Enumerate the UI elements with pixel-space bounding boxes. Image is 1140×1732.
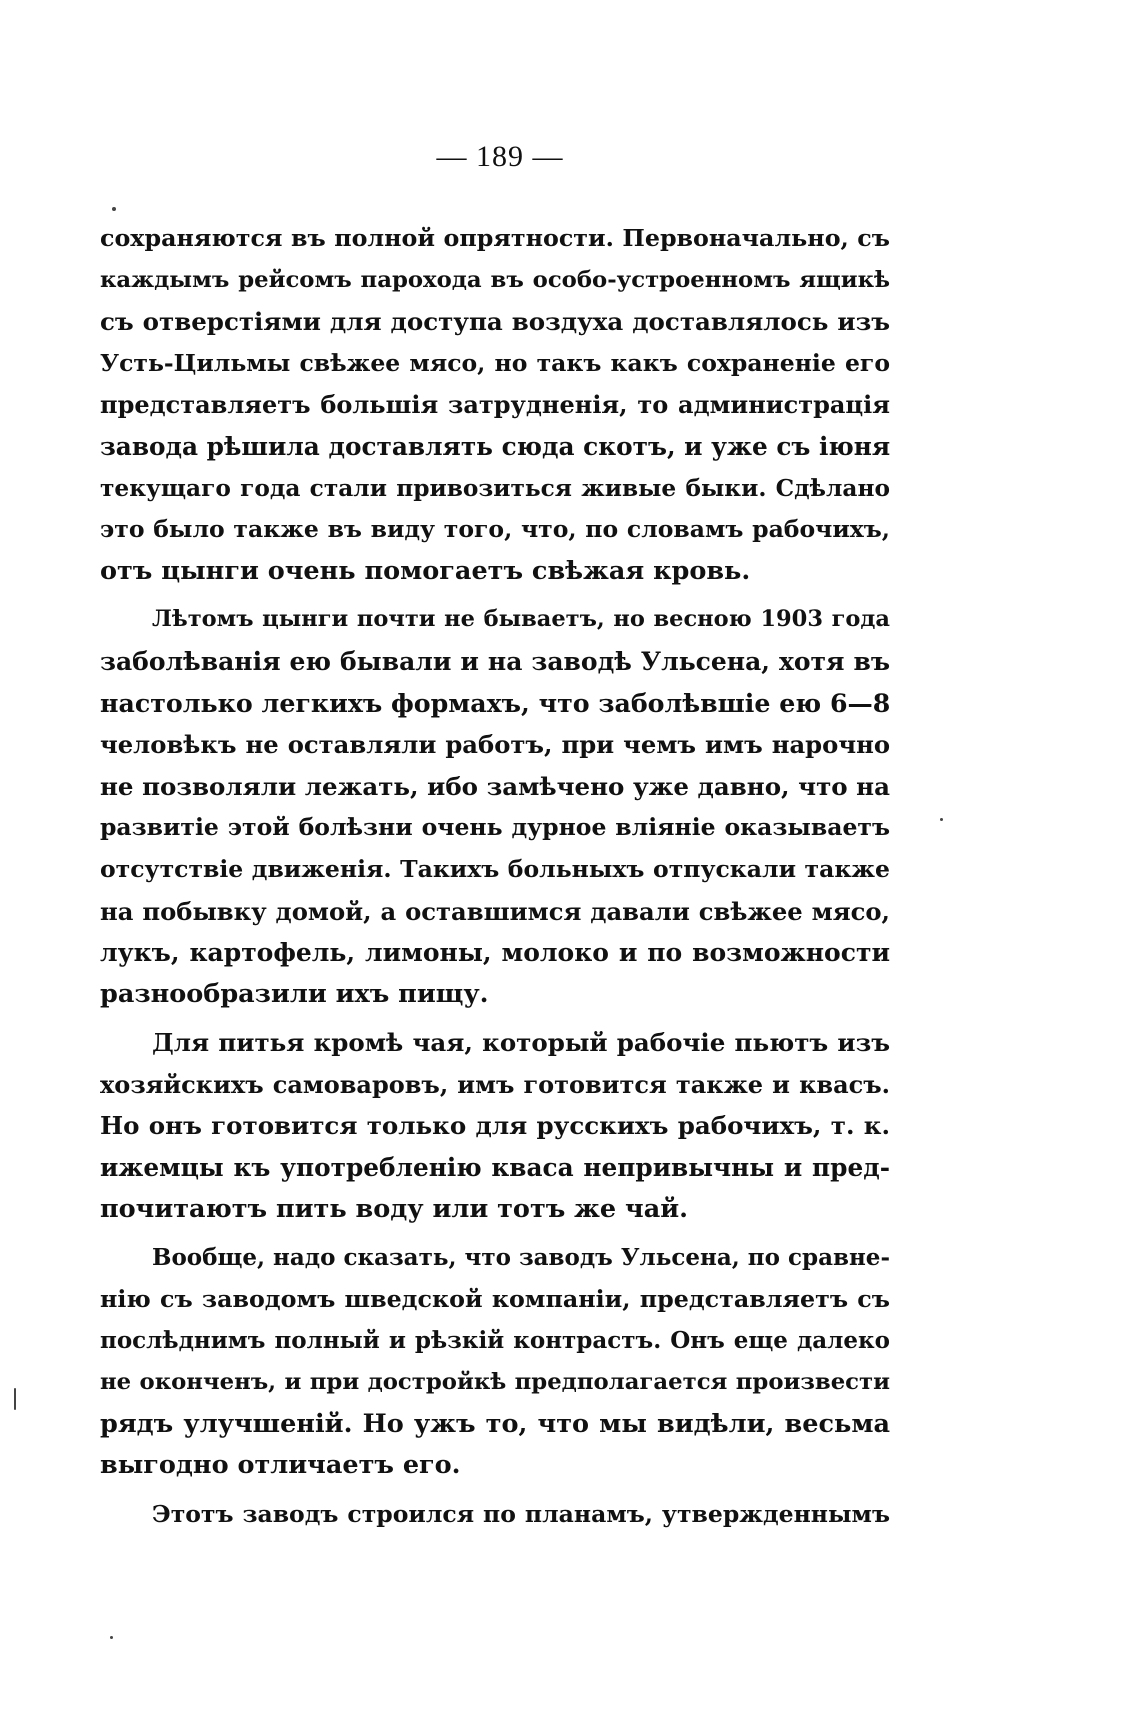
text-line: это было также въ виду того, что, по словамъ рабочихъ, — [100, 515, 890, 544]
text-line: каждымъ рейсомъ парохода въ особо-устроенномъ ящикѣ — [100, 266, 890, 293]
text-line: не оконченъ, и при достройкѣ предполагается произвести — [100, 1369, 890, 1396]
text-line: Для питья кромѣ чая, который рабочіе пьютъ изъ — [152, 1028, 890, 1058]
text-line: Усть-Цильмы свѣжее мясо, но такъ какъ сохраненіе его — [100, 348, 890, 377]
text-line: выгодно отличаетъ его. — [100, 1450, 461, 1481]
text-line: хозяйскихъ самоваровъ, имъ готовится также и квасъ. — [100, 1069, 890, 1099]
text-line: почитаютъ пить воду или тотъ же чай. — [100, 1193, 689, 1224]
page-number: — 189 — — [436, 140, 564, 173]
text-line: отсутствіе движенія. Такихъ больныхъ отпускали также — [100, 854, 890, 883]
paragraph — [100, 599, 890, 1015]
text-line: разнообразили ихъ пищу. — [100, 978, 489, 1009]
text-line: представляетъ большія затрудненія, то администрація — [100, 390, 890, 420]
text-line: настолько легкихъ формахъ, что заболѣвшіе ею 6—8 — [100, 687, 890, 718]
text-line: человѣкъ не оставляли работъ, при чемъ имъ нарочно — [100, 730, 890, 760]
text-line: Но онъ готовится только для русскихъ рабочихъ, т. к. — [100, 1111, 890, 1141]
paragraph — [100, 218, 890, 592]
body-text — [100, 218, 890, 1542]
text-line: Лѣтомъ цынги почти не бываетъ, но весною 1903 года — [152, 606, 890, 633]
text-line: съ отверстіями для доступа воздуха доставлялось изъ — [100, 307, 890, 337]
text-line: лукъ, картофель, лимоны, молоко и по возможности — [100, 938, 890, 968]
paragraph — [100, 1494, 890, 1536]
text-line: текущаго года стали привозиться живые быки. Сдѣлано — [100, 474, 890, 502]
text-line: на побывку домой, а оставшимся давали свѣжее мясо, — [100, 896, 890, 926]
paragraph — [100, 1022, 890, 1230]
scan-speck — [112, 207, 116, 211]
text-line: рядъ улучшеній. Но ужъ то, что мы видѣли, весьма — [100, 1408, 890, 1439]
text-line: развитіе этой болѣзни очень дурное вліяніе оказываетъ — [100, 813, 890, 842]
text-line: ижемцы къ употребленію кваса непривычны и пред- — [100, 1153, 890, 1183]
scan-speck — [940, 818, 943, 821]
scan-speck — [110, 1636, 113, 1639]
scan-speck — [14, 1388, 16, 1410]
text-line: Этотъ заводъ строился по планамъ, утвержденнымъ — [152, 1499, 890, 1528]
text-line: Вообще, надо сказать, что заводъ Ульсена, по сравне- — [152, 1244, 890, 1272]
paragraph — [100, 1237, 890, 1487]
text-line: нію съ заводомъ шведской компаніи, представляетъ съ — [100, 1284, 890, 1313]
text-line: завода рѣшила доставлять сюда скотъ, и уже съ іюня — [100, 431, 890, 461]
text-line: сохраняются въ полной опрятности. Первоначально, съ — [100, 224, 890, 252]
text-line: отъ цынги очень помогаетъ свѣжая кровь. — [100, 555, 751, 586]
text-line: не позволяли лежать, ибо замѣчено уже давно, что на — [100, 771, 890, 801]
text-line: заболѣванія ею бывали и на заводѣ Ульсена, хотя въ — [100, 646, 890, 676]
text-line: послѣднимъ полный и рѣзкій контрастъ. Онъ еще далеко — [100, 1327, 890, 1355]
